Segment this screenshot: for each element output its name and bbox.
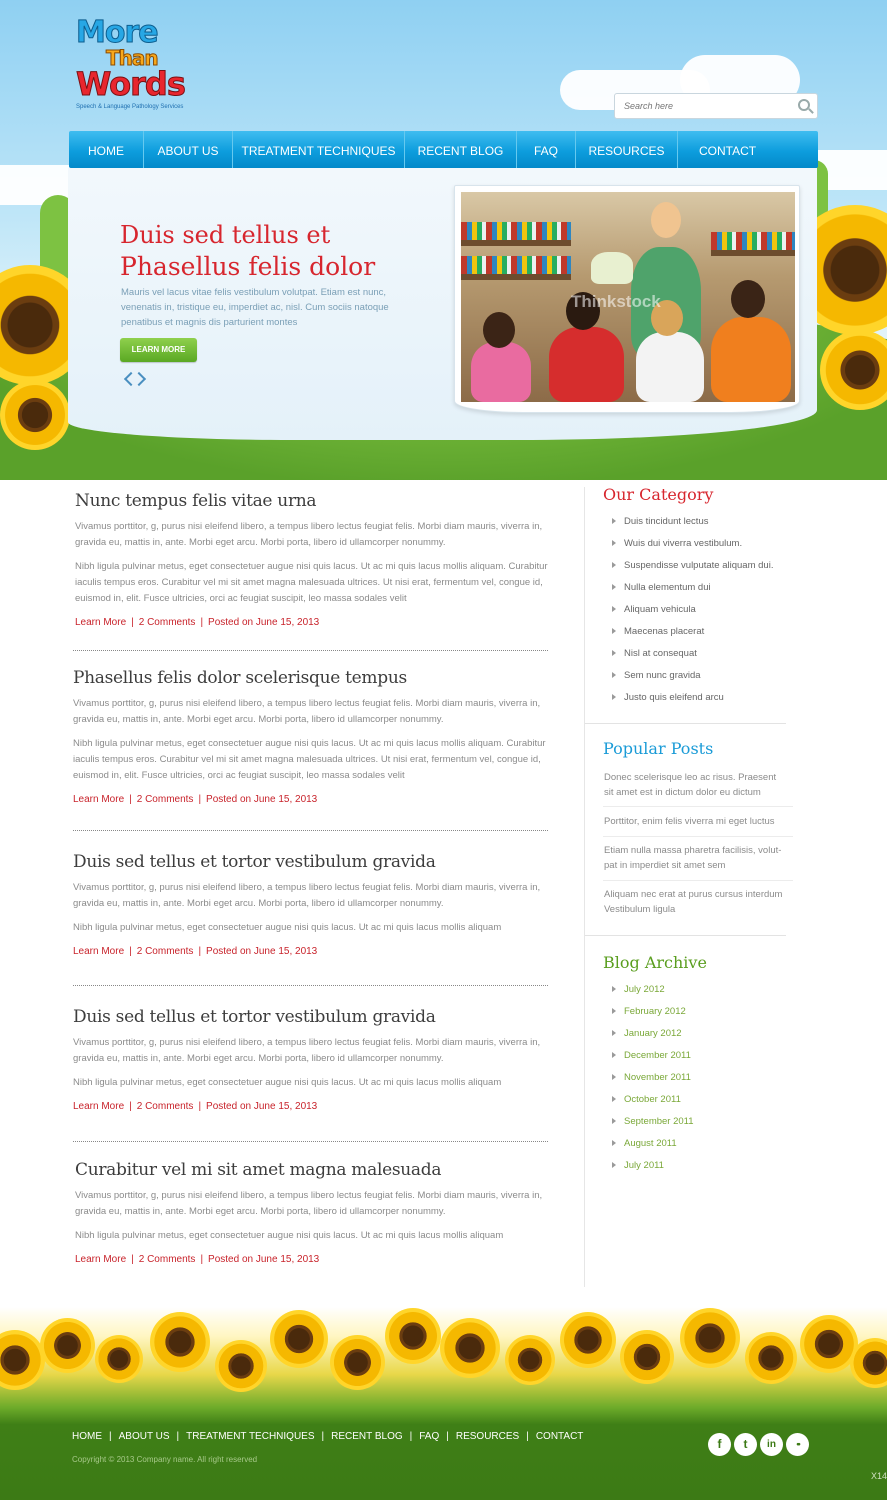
post-paragraph: Nibh ligula pulvinar metus, eget consectetuer augue nisi quis lacus. Ut ac mi quis lacus mollis aliquam. Curabitur iaculis tempus eros. Curabitur vel mi sit amet magna malesuada ultrices. Ut nisi erat, fermentum vel, congue id, euismod in, elit. Fusce ultricies, orci ac feugiat suscipit, leo massa sodales velit [75, 561, 548, 604]
footer-sunflower-field [0, 1290, 887, 1500]
post-learn-more-link[interactable]: Learn More [73, 794, 125, 805]
twitter-icon[interactable]: t [734, 1433, 757, 1456]
post-title[interactable]: Phasellus felis dolor scelerisque tempus [73, 668, 407, 688]
post-meta [73, 794, 550, 805]
sunflower-image [385, 1308, 441, 1364]
nav-contact[interactable]: CONTACT [699, 144, 757, 158]
logo-text-than: Than [106, 46, 158, 70]
meta-separator: | [129, 946, 132, 957]
sunflower-image [505, 1335, 555, 1385]
sunflower-image [850, 1338, 887, 1388]
meta-separator: | [129, 1101, 132, 1112]
post-date[interactable]: Posted on June 15, 2013 [206, 794, 318, 805]
teacher-head [651, 202, 681, 238]
facebook-icon[interactable]: f [708, 1433, 731, 1456]
category-item[interactable]: Nulla elementum dui [612, 577, 773, 599]
copyright-text: Copyright © 2013 Company name. All right reserved [72, 1455, 258, 1464]
post-paragraph: Vivamus porttitor, g, purus nisi eleifend libero, a tempus libero lectus feugiat felis. Morbi diam mauris, viverra in, gravida eu, mattis in, ante. Morbi eget arcu. Morbi porta, libero id ullamcorper nonummy. [73, 1037, 541, 1064]
archive-item[interactable]: November 2011 [612, 1067, 694, 1089]
main-nav [69, 131, 818, 168]
nav-about-us[interactable]: ABOUT US [144, 131, 233, 168]
hero-title-line1: Duis sed tellus et [120, 221, 331, 249]
logo-text-words: Words [76, 65, 185, 103]
blog-archive-heading: Blog Archive [603, 953, 707, 972]
classroom-photo [461, 192, 795, 402]
post-meta [75, 1254, 552, 1265]
sunflower-image [620, 1330, 674, 1384]
column-divider [584, 487, 585, 1287]
post-divider [73, 650, 548, 651]
child [636, 332, 704, 402]
footer-separator: | [446, 1431, 449, 1442]
child-head [731, 280, 765, 318]
post-date[interactable]: Posted on June 15, 2013 [206, 946, 318, 957]
child [711, 317, 791, 402]
meta-separator: | [131, 1254, 134, 1265]
post-title[interactable]: Duis sed tellus et tortor vestibulum gravida [73, 1007, 436, 1027]
footer-separator: | [321, 1431, 325, 1442]
sunflower-image [560, 1312, 616, 1368]
corner-label: X14 [871, 1471, 887, 1481]
post-paragraph: Nibh ligula pulvinar metus, eget consectetuer augue nisi quis lacus. Ut ac mi quis lacus mollis aliquam [73, 1077, 502, 1088]
hero-slider [68, 168, 817, 440]
sunflower-image [215, 1340, 267, 1392]
category-item[interactable]: Nisl at consequat [612, 643, 773, 665]
popular-post-link[interactable]: Etiam nulla massa pharetra facilisis, volut-pat in imperdiet sit amet sem [604, 845, 782, 871]
blog-post [75, 491, 552, 628]
popular-post-divider [603, 806, 793, 807]
footer-separator: | [526, 1431, 529, 1442]
logo-tagline: Speech & Language Pathology Services [76, 104, 184, 110]
sunflower-image [440, 1318, 500, 1378]
footer-nav-contact[interactable]: CONTACT [535, 1431, 584, 1442]
post-comments-link[interactable]: 2 Comments [138, 1254, 196, 1265]
popular-post-link[interactable]: Aliquam nec erat at purus cursus interdum Vestibulum ligula [604, 889, 783, 915]
sunflower-image [745, 1332, 797, 1384]
search-box [614, 93, 818, 119]
search-input[interactable] [615, 94, 785, 118]
post-learn-more-link[interactable]: Learn More [75, 1254, 127, 1265]
hero-title-line2: Phasellus felis dolor [120, 252, 376, 281]
shelf [461, 274, 571, 280]
nav-faq[interactable]: FAQ [517, 131, 576, 168]
category-list [612, 511, 773, 709]
footer-nav-treatment-techniques[interactable]: TREATMENT TECHNIQUES [186, 1431, 315, 1442]
sidebar-divider [585, 935, 786, 936]
category-item[interactable]: Sem nunc gravida [612, 665, 773, 687]
meta-separator: | [131, 617, 134, 628]
post-date[interactable]: Posted on June 15, 2013 [206, 1101, 318, 1112]
hero-title [120, 220, 420, 282]
sunflower-image [150, 1312, 210, 1372]
shelf [461, 240, 571, 246]
post-title[interactable]: Duis sed tellus et tortor vestibulum gravida [73, 852, 436, 872]
post-title[interactable]: Nunc tempus felis vitae urna [75, 491, 317, 511]
category-item[interactable]: Wuis dui viverra vestibulum. [612, 533, 773, 555]
post-divider [73, 1141, 548, 1142]
popular-post-divider [603, 836, 793, 837]
blog-post [73, 668, 550, 805]
footer-nav-recent-blog[interactable]: RECENT BLOG [331, 1431, 403, 1442]
footer-nav-resources[interactable]: RESOURCES [455, 1431, 520, 1442]
footer-nav-about-us[interactable]: ABOUT US [118, 1431, 170, 1442]
popular-post-divider [603, 880, 793, 881]
nav-treatment-techniques[interactable]: TREATMENT TECHNIQUES [233, 131, 405, 168]
footer-separator: | [409, 1431, 413, 1442]
bookshelf [461, 256, 571, 274]
post-paragraph: Nibh ligula pulvinar metus, eget consectetuer augue nisi quis lacus. Ut ac mi quis lacus mollis aliquam [73, 922, 502, 933]
bookshelf [461, 222, 571, 240]
sunflower-image [680, 1308, 740, 1368]
meta-separator: | [198, 946, 202, 957]
linkedin-icon[interactable]: in [760, 1433, 783, 1456]
meta-separator: | [129, 794, 132, 805]
footer-nav-home[interactable]: HOME [72, 1431, 102, 1442]
sunflower-image [95, 1335, 143, 1383]
archive-item[interactable]: January 2012 [612, 1023, 694, 1045]
post-meta [73, 946, 550, 957]
flickr-icon[interactable]: •• [786, 1433, 809, 1456]
hero-photo-frame [454, 185, 800, 413]
meta-separator: | [200, 1254, 204, 1265]
bookshelf [711, 232, 795, 250]
popular-post-link[interactable]: Donec scelerisque leo ac risus. Praesent sit amet est in dictum dolor eu dictum [604, 772, 777, 798]
archive-item[interactable]: August 2011 [612, 1133, 694, 1155]
post-paragraph: Vivamus porttitor, g, purus nisi eleifend libero, a tempus libero lectus feugiat felis. Morbi diam mauris, viverra in, gravida eu, mattis in, ante. Morbi eget arcu. Morbi porta, libero id ullamcorper nonummy. [75, 1190, 543, 1217]
post-paragraph: Vivamus porttitor, g, purus nisi eleifend libero, a tempus libero lectus feugiat felis. Morbi diam mauris, viverra in, gravida eu, mattis in, ante. Morbi eget arcu. Morbi porta, libero id ullamcorper nonummy. [73, 882, 541, 909]
post-title[interactable]: Curabitur vel mi sit amet magna malesuada [75, 1160, 442, 1180]
footer-nav [72, 1431, 583, 1442]
sidebar-divider [585, 723, 786, 724]
post-learn-more-link[interactable]: Learn More [75, 617, 127, 628]
blog-post [73, 852, 550, 957]
nav-recent-blog[interactable]: RECENT BLOG [405, 131, 517, 168]
nav-resources[interactable]: RESOURCES [576, 131, 678, 168]
archive-list [612, 979, 694, 1177]
footer-nav-faq[interactable]: FAQ [419, 1431, 440, 1442]
archive-item[interactable]: July 2011 [612, 1155, 694, 1177]
learn-more-button[interactable]: LEARN MORE [120, 338, 197, 362]
popular-post-link[interactable]: Porttitor, enim felis viverra mi eget luctus [604, 816, 775, 827]
post-comments-link[interactable]: 2 Comments [136, 1101, 194, 1112]
hero-description: Mauris vel lacus vitae felis vestibulum volutpat. Etiam est nunc, venenatis in, tristique eu, imperdiet ac, nisl. Cum sociis natoque penatibus et magnis dis parturient montes [121, 287, 389, 328]
child [549, 327, 624, 402]
post-comments-link[interactable]: 2 Comments [136, 946, 194, 957]
footer-separator: | [176, 1431, 180, 1442]
post-meta [73, 1101, 550, 1112]
blog-post [73, 1007, 550, 1112]
post-comments-link[interactable]: 2 Comments [138, 617, 196, 628]
category-item[interactable]: Duis tincidunt lectus [612, 511, 773, 533]
meta-separator: | [200, 617, 204, 628]
sunflower-image [270, 1310, 328, 1368]
archive-item[interactable]: September 2011 [612, 1111, 694, 1133]
post-meta [75, 617, 552, 628]
photo-watermark: Thinkstock [571, 292, 661, 311]
meta-separator: | [198, 794, 202, 805]
blog-post [75, 1160, 552, 1265]
sunflower-image [40, 1318, 95, 1373]
shelf [711, 250, 795, 256]
sunflower-image [0, 380, 70, 450]
search-icon[interactable] [798, 99, 810, 111]
child [471, 342, 531, 402]
archive-item[interactable]: December 2011 [612, 1045, 694, 1067]
post-date[interactable]: Posted on June 15, 2013 [208, 617, 320, 628]
archive-item[interactable]: February 2012 [612, 1001, 694, 1023]
archive-item[interactable]: July 2012 [612, 979, 694, 1001]
meta-separator: | [198, 1101, 202, 1112]
post-paragraph: Nibh ligula pulvinar metus, eget consectetuer augue nisi quis lacus. Ut ac mi quis lacus mollis aliquam. Curabitur iaculis tempus eros. Curabitur vel mi sit amet magna malesuada ultrices. Ut nisi erat, fermentum vel, congue id, euismod in, elit. Fusce ultricies, orci ac feugiat suscipit, leo massa sodales velit [73, 738, 546, 781]
post-comments-link[interactable]: 2 Comments [136, 794, 194, 805]
post-divider [73, 985, 548, 986]
post-paragraph: Nibh ligula pulvinar metus, eget consectetuer augue nisi quis lacus. Ut ac mi quis lacus mollis aliquam [75, 1230, 504, 1241]
popular-posts-heading: Popular Posts [603, 739, 714, 758]
child-head [483, 312, 515, 348]
post-paragraph: Vivamus porttitor, g, purus nisi eleifend libero, a tempus libero lectus feugiat felis. Morbi diam mauris, viverra in, gravida eu, mattis in, ante. Morbi eget arcu. Morbi porta, libero id ullamcorper nonummy. [75, 521, 543, 548]
category-item[interactable]: Aliquam vehicula [612, 599, 773, 621]
category-item[interactable]: Justo quis eleifend arcu [612, 687, 773, 709]
category-heading: Our Category [603, 485, 714, 504]
post-learn-more-link[interactable]: Learn More [73, 1101, 125, 1112]
nav-home[interactable]: HOME [69, 131, 144, 168]
category-item[interactable]: Maecenas placerat [612, 621, 773, 643]
post-paragraph: Vivamus porttitor, g, purus nisi eleifend libero, a tempus libero lectus feugiat felis. Morbi diam mauris, viverra in, gravida eu, mattis in, ante. Morbi eget arcu. Morbi porta, libero id ullamcorper nonummy. [73, 698, 541, 725]
sunflower-image [0, 1330, 45, 1390]
archive-item[interactable]: October 2011 [612, 1089, 694, 1111]
post-date[interactable]: Posted on June 15, 2013 [208, 1254, 320, 1265]
post-learn-more-link[interactable]: Learn More [73, 946, 125, 957]
post-divider [73, 830, 548, 831]
logo-text-more: More [76, 15, 158, 50]
category-item[interactable]: Suspendisse vulputate aliquam dui. [612, 555, 773, 577]
book [591, 252, 633, 284]
sunflower-image [330, 1335, 385, 1390]
footer-separator: | [109, 1431, 112, 1442]
site-logo[interactable] [76, 15, 210, 128]
